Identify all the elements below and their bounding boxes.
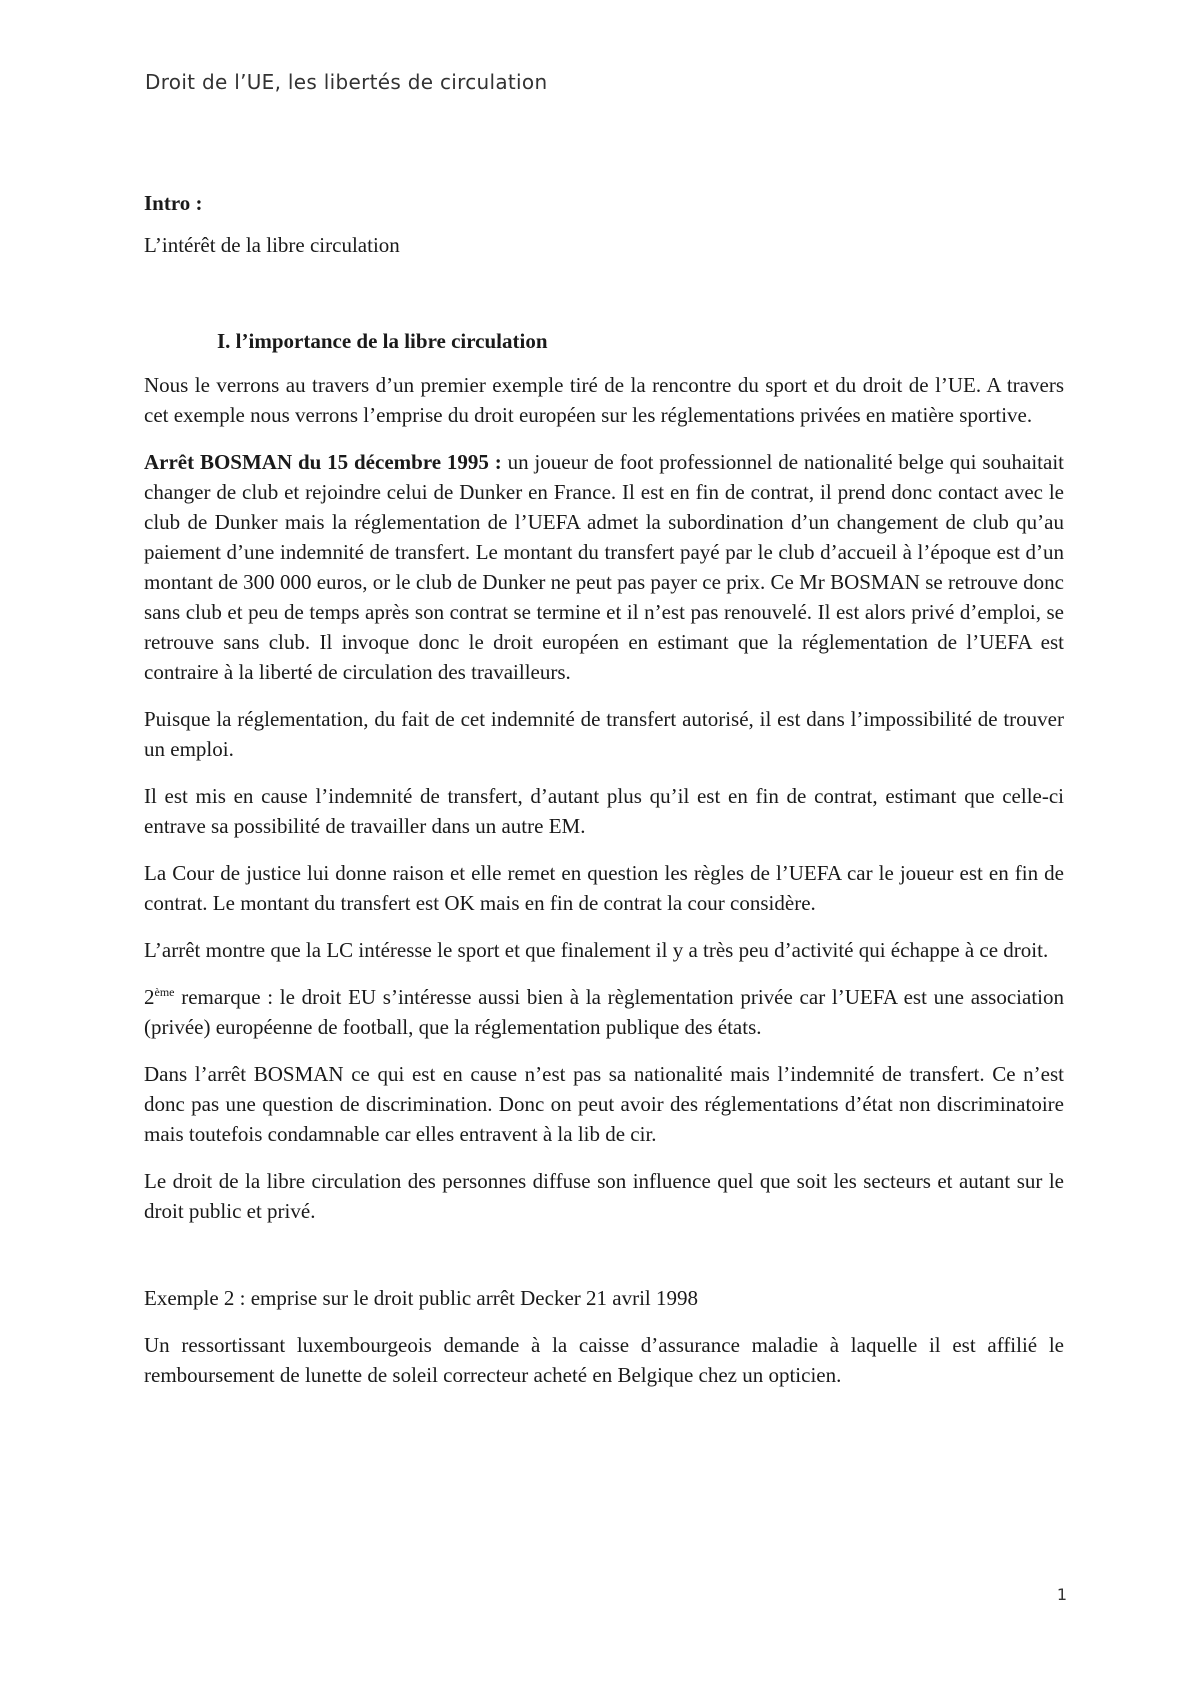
ordinal-number: 2 xyxy=(144,985,155,1009)
paragraph-text: un joueur de foot professionnel de nationalité belge qui souhaitait changer de club et rejoindre celui de Dunker en France. Il est en fin de contrat, il prend donc contact avec le club de Dunker mais la réglementation de l’UEFA admet la subordination d’un changement de club qu’au paiement d’une indemnité de transfert. Le montant du transfert payé par le club d’accueil à l’époque est d’un montant de 300 000 euros, or le club de Dunker ne peut pas payer ce prix. Ce Mr BOSMAN se retrouve donc sans club et peu de temps après son contrat se termine et il n’est pas renouvelé. Il est alors privé d’emploi, se retrouve sans club. Il invoque donc le droit européen en estimant que la réglementation de l’UEFA est contraire à la liberté de circulation des travailleurs. xyxy=(144,450,1064,684)
spacer xyxy=(144,1243,1064,1283)
paragraph-remark xyxy=(144,982,1064,1042)
paragraph: La Cour de justice lui donne raison et elle remet en question les règles de l’UEFA car le joueur est en fin de contrat. Le montant du transfert est OK mais en fin de contrat la cour considère. xyxy=(144,861,1064,915)
intro-subtitle: L’intérêt de la libre circulation xyxy=(144,233,400,257)
document-header: Droit de l’UE, les libertés de circulation xyxy=(145,70,548,94)
document-body xyxy=(144,188,1064,1407)
intro-heading: Intro : xyxy=(144,191,203,215)
paragraph: Nous le verrons au travers d’un premier exemple tiré de la rencontre du sport et du droit de l’UE. A travers cet exemple nous verrons l’emprise du droit européen sur les réglementations privées en matière sportive. xyxy=(144,373,1064,427)
paragraph: Dans l’arrêt BOSMAN ce qui est en cause n’est pas sa nationalité mais l’indemnité de transfert. Ce n’est donc pas une question de discrimination. Donc on peut avoir des réglementations d’état non discriminatoire mais toutefois condamnable car elles entravent à la lib de cir. xyxy=(144,1062,1064,1146)
paragraph: Un ressortissant luxembourgeois demande à la caisse d’assurance maladie à laquelle il est affilié le remboursement de lunette de soleil correcteur acheté en Belgique chez un opticien. xyxy=(144,1333,1064,1387)
case-title: Arrêt BOSMAN du 15 décembre 1995 : xyxy=(144,450,502,474)
paragraph: L’arrêt montre que la LC intéresse le sport et que finalement il y a très peu d’activité qui échappe à ce droit. xyxy=(144,938,1049,962)
paragraph-bosman xyxy=(144,447,1064,687)
page-number: 1 xyxy=(1056,1585,1067,1604)
section-title: I. l’importance de la libre circulation xyxy=(217,329,548,353)
paragraph-text: remarque : le droit EU s’intéresse aussi bien à la règlementation privée car l’UEFA est une association (privée) européenne de football, que la réglementation publique des états. xyxy=(144,985,1064,1039)
paragraph: Puisque la réglementation, du fait de cet indemnité de transfert autorisé, il est dans l’impossibilité de trouver un emploi. xyxy=(144,707,1064,761)
example-title: Exemple 2 : emprise sur le droit public arrêt Decker 21 avril 1998 xyxy=(144,1286,698,1310)
paragraph: Le droit de la libre circulation des personnes diffuse son influence quel que soit les secteurs et autant sur le droit public et privé. xyxy=(144,1169,1064,1223)
ordinal-suffix: ème xyxy=(154,985,175,999)
paragraph: Il est mis en cause l’indemnité de transfert, d’autant plus qu’il est en fin de contrat, estimant que celle-ci entrave sa possibilité de travailler dans un autre EM. xyxy=(144,784,1064,838)
